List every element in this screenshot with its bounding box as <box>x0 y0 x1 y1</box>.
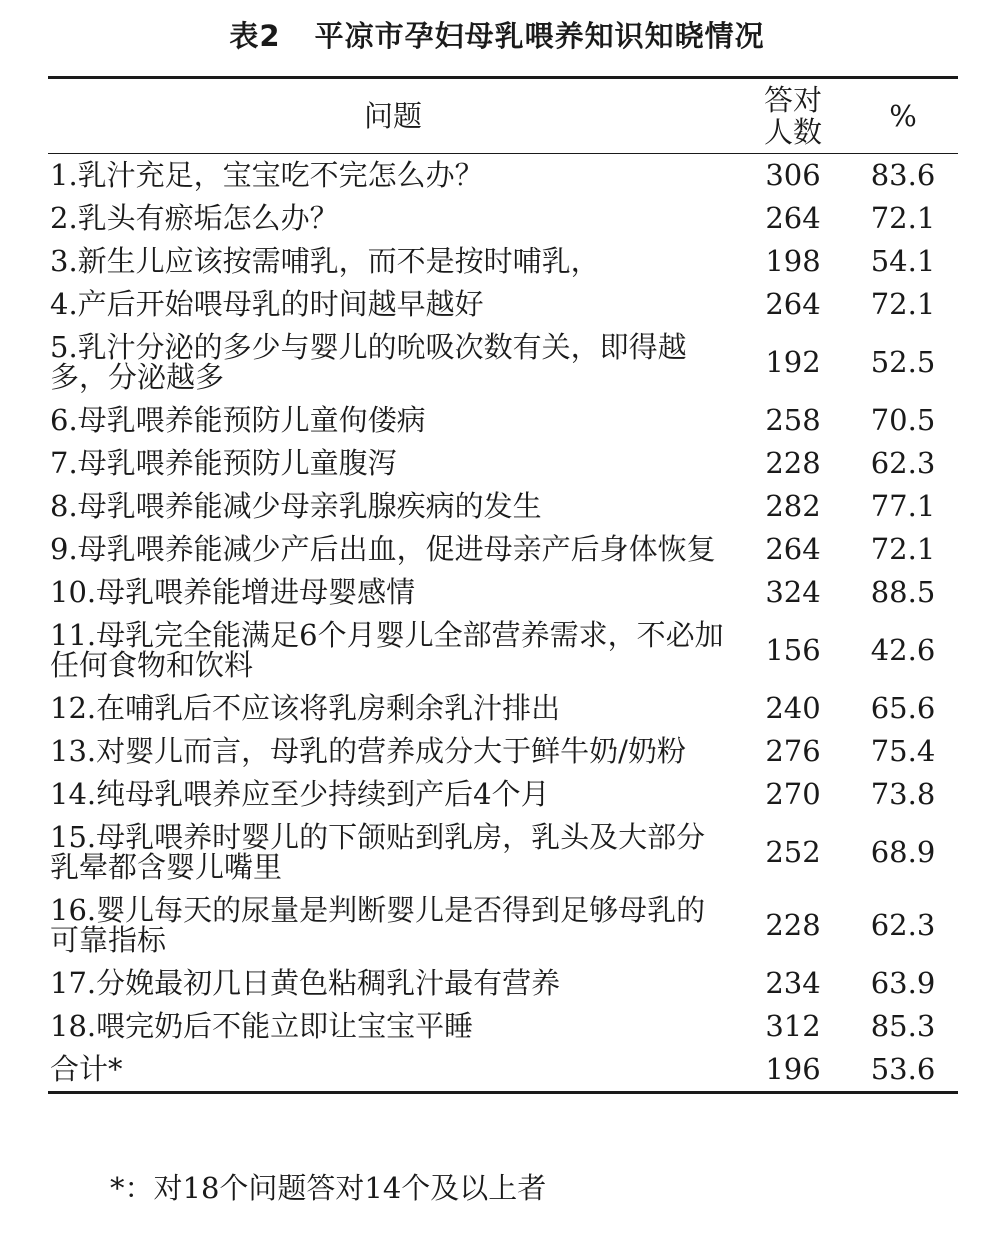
count-cell: 264 <box>765 532 821 566</box>
percent-cell: 85.3 <box>870 1009 936 1043</box>
question-cell: 12.在哺乳后不应该将乳房剩余乳汁排出 <box>50 691 561 725</box>
count-cell: 264 <box>765 201 821 235</box>
question-cell: 7.母乳喂养能预防儿童腹泻 <box>50 446 397 480</box>
count-cell: 258 <box>765 403 821 437</box>
question-cell: 2.乳头有瘀垢怎么办？ <box>50 201 339 235</box>
question-cell: 6.母乳喂养能预防儿童佝偻病 <box>50 403 426 437</box>
percent-cell: 63.9 <box>870 966 936 1000</box>
table-row <box>48 687 958 730</box>
table-number: 表2 <box>229 19 281 53</box>
count-cell: 306 <box>765 158 821 192</box>
table-body <box>48 154 958 1093</box>
count-cell: 312 <box>765 1009 821 1043</box>
table-row <box>48 442 958 485</box>
percent-cell: 52.5 <box>870 345 936 379</box>
question-cell: 5.乳汁分泌的多少与婴儿的吮吸次数有关，即得越多，分泌越多 <box>50 330 687 394</box>
footnote: *：对18个问题答对14个及以上者 <box>110 1171 547 1205</box>
count-cell: 252 <box>765 835 821 869</box>
header-question: 问题 <box>363 99 422 133</box>
table-title <box>0 14 994 55</box>
percent-cell: 54.1 <box>870 244 936 278</box>
question-cell: 4.产后开始喂母乳的时间越早越好 <box>50 287 484 321</box>
table-row <box>48 889 958 962</box>
percent-cell: 83.6 <box>870 158 936 192</box>
percent-cell: 77.1 <box>870 489 936 523</box>
table-row <box>48 326 958 399</box>
count-cell: 156 <box>765 633 821 667</box>
table-row <box>48 730 958 773</box>
count-cell: 228 <box>765 908 821 942</box>
percent-cell: 75.4 <box>870 734 936 768</box>
percent-cell: 53.6 <box>870 1052 936 1086</box>
percent-cell: 62.3 <box>870 908 936 942</box>
table-row <box>48 197 958 240</box>
count-cell: 270 <box>765 777 821 811</box>
header-percent: % <box>889 99 917 133</box>
table-title-text: 平凉市孕妇母乳喂养知识知晓情况 <box>314 19 765 53</box>
percent-cell: 42.6 <box>870 633 936 667</box>
percent-cell: 88.5 <box>870 575 936 609</box>
table-row <box>48 614 958 687</box>
count-cell: 324 <box>765 575 821 609</box>
table-row <box>48 283 958 326</box>
question-cell: 17.分娩最初几日黄色粘稠乳汁最有营养 <box>50 966 561 1000</box>
percent-cell: 72.1 <box>870 287 936 321</box>
header-correct-count <box>738 78 848 154</box>
question-cell: 15.母乳喂养时婴儿的下颌贴到乳房，乳头及大部分乳晕都含婴儿嘴里 <box>50 820 706 884</box>
percent-cell: 73.8 <box>870 777 936 811</box>
question-cell: 13.对婴儿而言，母乳的营养成分大于鲜牛奶/奶粉 <box>50 734 686 768</box>
table-header-row <box>48 78 958 154</box>
percent-cell: 70.5 <box>870 403 936 437</box>
question-cell: 1.乳汁充足，宝宝吃不完怎么办？ <box>50 158 484 192</box>
question-cell: 9.母乳喂养能减少产后出血，促进母亲产后身体恢复 <box>50 532 716 566</box>
table-row <box>48 773 958 816</box>
count-cell: 196 <box>765 1052 821 1086</box>
table-row <box>48 528 958 571</box>
question-cell: 16.婴儿每天的尿量是判断婴儿是否得到足够母乳的可靠指标 <box>50 893 706 957</box>
question-cell: 10.母乳喂养能增进母婴感情 <box>50 575 416 609</box>
percent-cell: 72.1 <box>870 532 936 566</box>
question-cell: 3.新生儿应该按需哺乳，而不是按时哺乳， <box>50 244 600 278</box>
count-cell: 228 <box>765 446 821 480</box>
percent-cell: 72.1 <box>870 201 936 235</box>
count-cell: 276 <box>765 734 821 768</box>
table-row <box>48 571 958 614</box>
table-row <box>48 154 958 198</box>
count-cell: 198 <box>765 244 821 278</box>
percent-cell: 62.3 <box>870 446 936 480</box>
percent-cell: 65.6 <box>870 691 936 725</box>
question-cell: 合计* <box>50 1052 123 1086</box>
table-row <box>48 240 958 283</box>
percent-cell: 68.9 <box>870 835 936 869</box>
table-row <box>48 962 958 1005</box>
table-row <box>48 1048 958 1093</box>
table-row <box>48 485 958 528</box>
question-cell: 11.母乳完全能满足6个月婴儿全部营养需求，不必加任何食物和饮料 <box>50 618 724 682</box>
table-row <box>48 1005 958 1048</box>
question-cell: 8.母乳喂养能减少母亲乳腺疾病的发生 <box>50 489 542 523</box>
count-cell: 282 <box>765 489 821 523</box>
header-correct-count-text: 答对人数 <box>763 83 822 149</box>
question-cell: 18.喂完奶后不能立即让宝宝平睡 <box>50 1009 474 1043</box>
count-cell: 192 <box>765 345 821 379</box>
question-cell: 14.纯母乳喂养应至少持续到产后4个月 <box>50 777 550 811</box>
count-cell: 264 <box>765 287 821 321</box>
table-row <box>48 399 958 442</box>
knowledge-table <box>48 76 958 1094</box>
count-cell: 240 <box>765 691 821 725</box>
table-row <box>48 816 958 889</box>
count-cell: 234 <box>765 966 821 1000</box>
